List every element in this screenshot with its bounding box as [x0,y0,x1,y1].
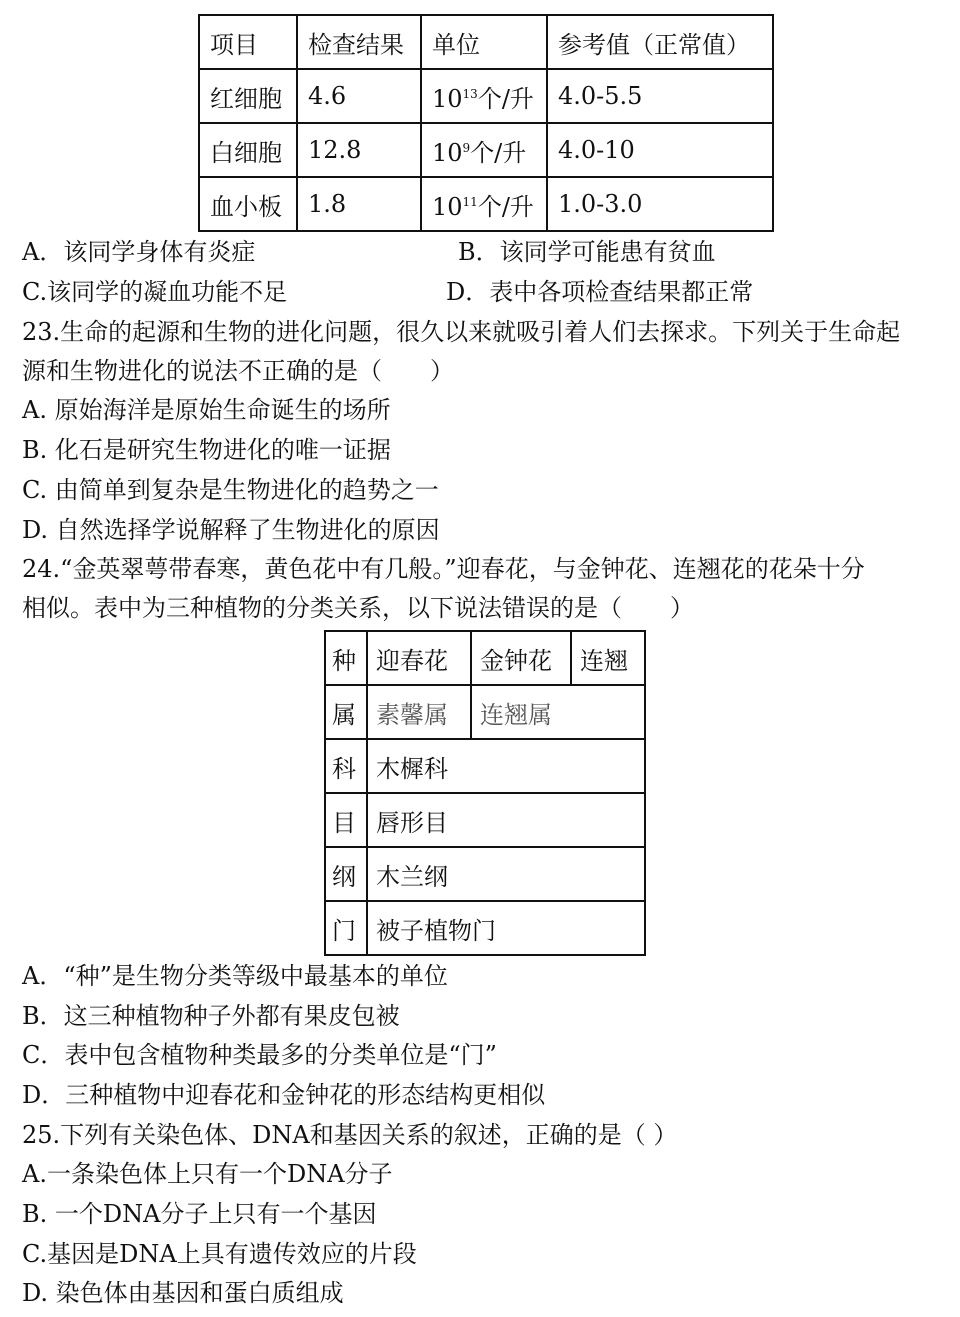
class-row [325,847,645,901]
unit-base: 10 [432,138,463,167]
unit-rest: 个/升 [470,138,527,167]
phylum-cell: 被子植物门 [367,901,645,955]
q22-option-c: C.该同学的凝血功能不足 [22,278,288,306]
header-cell: 项目 [199,15,297,69]
genus-cell-lianqiao: 连翘属 [471,685,645,739]
q25-stem: 25.下列有关染色体、DNA和基因关系的叙述，正确的是（ ） [22,1121,678,1149]
item-cell: 白细胞 [199,123,297,177]
rank-label-species: 种 [325,631,367,685]
table-row [199,123,773,177]
species-row [325,631,645,685]
unit-cell [421,123,547,177]
header-cell: 单位 [421,15,547,69]
unit-cell [421,69,547,123]
species-cell-yingchun: 迎春花 [367,631,471,685]
class-cell: 木兰纲 [367,847,645,901]
q22-option-a: A．该同学身体有炎症 [22,238,256,266]
family-cell: 木樨科 [367,739,645,793]
rank-label-genus: 属 [325,685,367,739]
q25-option-c: C.基因是DNA上具有遗传效应的片段 [22,1240,417,1268]
header-cell: 参考值（正常值） [547,15,773,69]
q22-option-b: B．该同学可能患有贫血 [458,238,716,266]
reference-cell: 4.0-10 [547,123,773,177]
q23-option-c: C. 由简单到复杂是生物进化的趋势之一 [22,476,439,504]
unit-base: 10 [432,192,463,221]
table-row [199,69,773,123]
plant-classification-table [324,630,646,956]
header-cell: 检查结果 [297,15,421,69]
rank-label-phylum: 门 [325,901,367,955]
result-cell: 12.8 [297,123,421,177]
reference-cell: 1.0-3.0 [547,177,773,231]
q24-option-a: A．“种”是生物分类等级中最基本的单位 [22,962,448,990]
q23-option-b: B. 化石是研究生物进化的唯一证据 [22,436,391,464]
q25-option-b: B. 一个DNA分子上只有一个基因 [22,1200,377,1228]
unit-cell [421,177,547,231]
unit-exponent: 11 [462,194,478,209]
q22-option-d: D．表中各项检查结果都正常 [446,278,754,306]
rank-label-family: 科 [325,739,367,793]
species-cell-jinzhong: 金钟花 [471,631,571,685]
unit-exponent: 13 [462,86,478,101]
q24-option-d: D．三种植物中迎春花和金钟花的形态结构更相似 [22,1081,546,1109]
order-cell: 唇形目 [367,793,645,847]
q23-option-d: D. 自然选择学说解释了生物进化的原因 [22,516,440,544]
q23-option-a: A. 原始海洋是原始生命诞生的场所 [22,396,391,424]
q24-stem-line1: 24.“金英翠萼带春寒，黄色花中有几般。”迎春花，与金钟花、连翘花的花朵十分 [22,555,865,583]
reference-cell: 4.0-5.5 [547,69,773,123]
species-cell-lianqiao: 连翘 [571,631,645,685]
item-cell: 红细胞 [199,69,297,123]
family-row [325,739,645,793]
rank-label-order: 目 [325,793,367,847]
genus-row [325,685,645,739]
unit-rest: 个/升 [477,84,534,113]
unit-base: 10 [432,84,463,113]
table-header-row [199,15,773,69]
q23-stem-line2: 源和生物进化的说法不正确的是（ ） [22,357,454,385]
unit-rest: 个/升 [477,192,534,221]
item-cell: 血小板 [199,177,297,231]
q24-option-b: B．这三种植物种子外都有果皮包被 [22,1002,400,1030]
genus-cell-suxin: 素馨属 [367,685,471,739]
phylum-row [325,901,645,955]
result-cell: 1.8 [297,177,421,231]
rank-label-class: 纲 [325,847,367,901]
blood-test-table [198,14,774,232]
unit-exponent: 9 [462,140,471,155]
table-row [199,177,773,231]
q25-option-a: A.一条染色体上只有一个DNA分子 [22,1160,393,1188]
q24-option-c: C．表中包含植物种类最多的分类单位是“门” [22,1041,497,1069]
q25-option-d: D. 染色体由基因和蛋白质组成 [22,1279,344,1307]
q23-stem-line1: 23.生命的起源和生物的进化问题，很久以来就吸引着人们去探求。下列关于生命起 [22,318,901,346]
q24-stem-line2: 相似。表中为三种植物的分类关系，以下说法错误的是（ ） [22,594,694,622]
result-cell: 4.6 [297,69,421,123]
order-row [325,793,645,847]
